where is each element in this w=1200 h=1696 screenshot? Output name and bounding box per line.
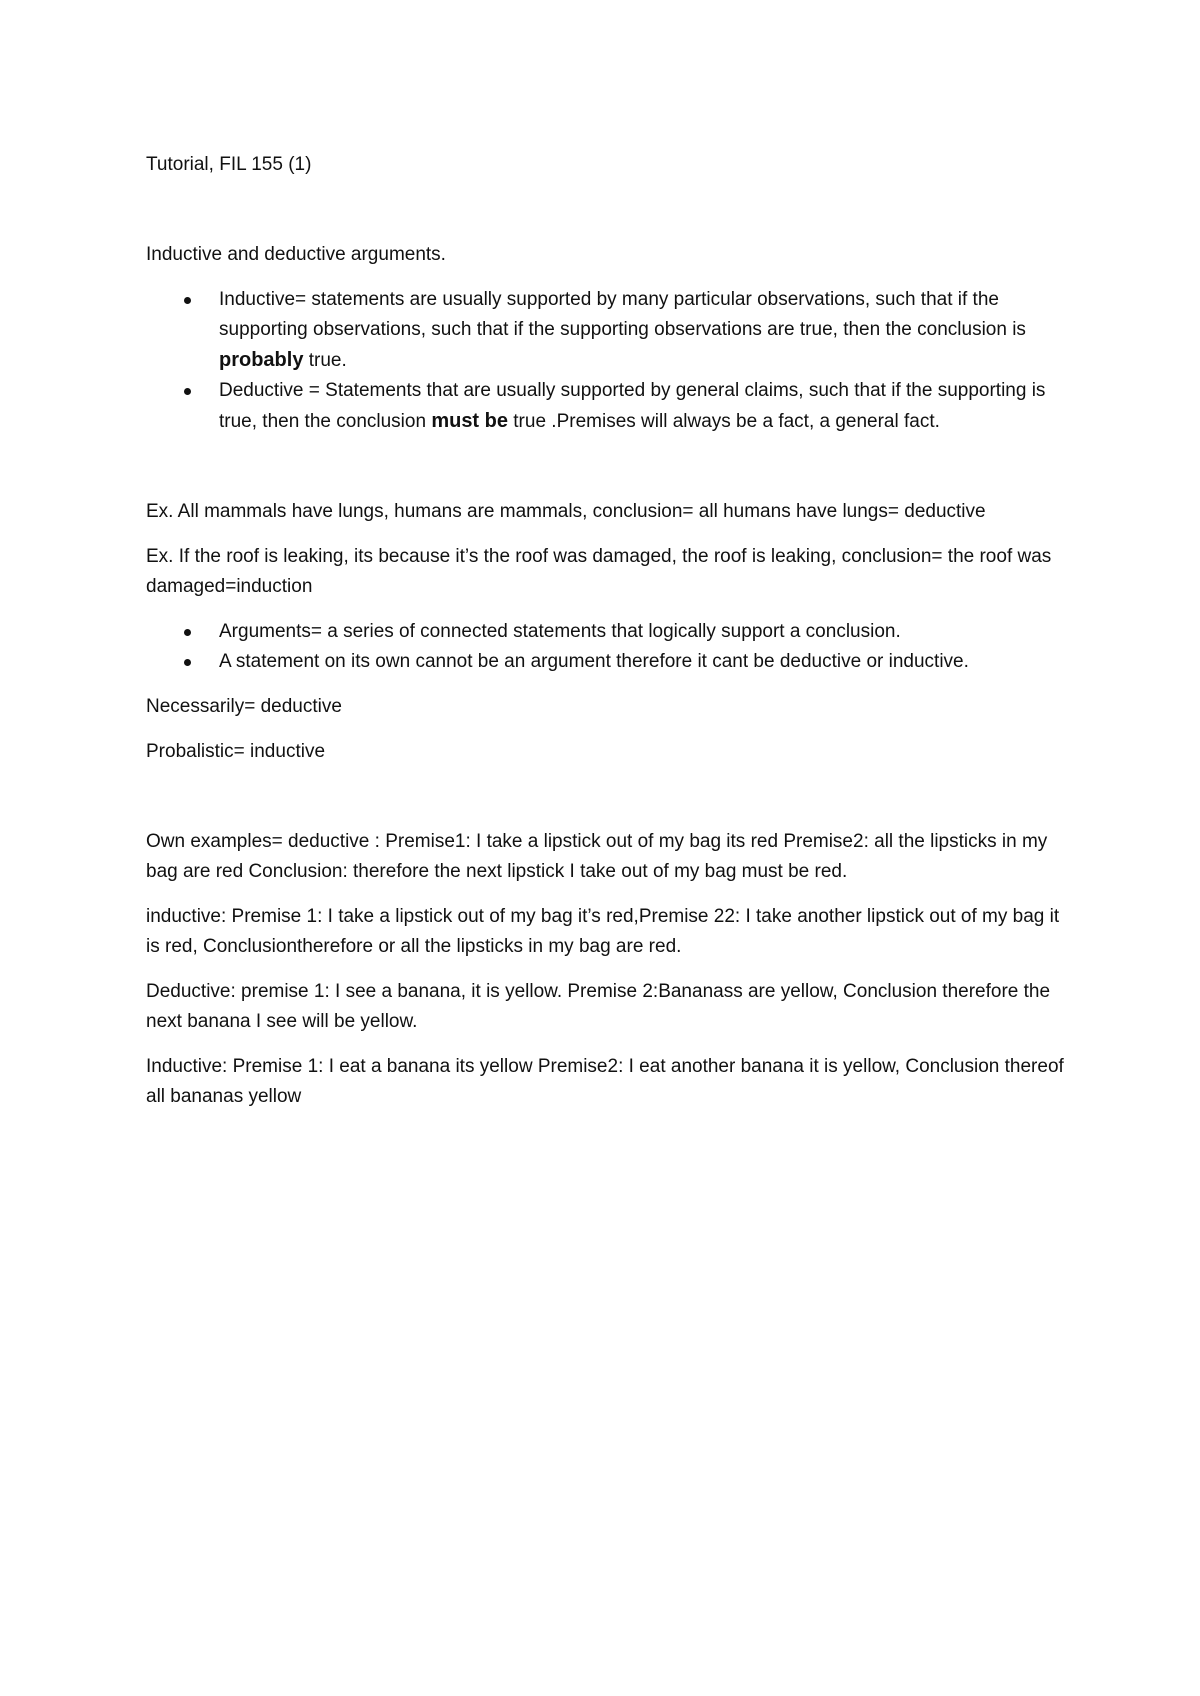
own-example: Deductive: premise 1: I see a banana, it is yellow. Premise 2:Bananass are yellow, Conclusion therefore the next banana I see will be yellow. bbox=[146, 981, 1051, 1032]
own-example: Own examples= deductive : Premise1: I take a lipstick out of my bag its red Premise2: all the lipsticks in my bag are red Conclusion: therefore the next lipstick I take out of my bag must be red. bbox=[146, 831, 1048, 882]
emphasis-text: probably bbox=[219, 349, 304, 371]
own-example: Inductive: Premise 1: I eat a banana its yellow Premise2: I eat another banana it is yellow, Conclusion thereof all bananas yellow bbox=[146, 1056, 1064, 1107]
section-heading: Inductive and deductive arguments. bbox=[146, 244, 446, 265]
definition-item-deductive bbox=[146, 376, 1066, 437]
necessarily-line: Necessarily= deductive bbox=[146, 696, 342, 717]
own-example: inductive: Premise 1: I take a lipstick out of my bag it’s red,Premise 22: I take another lipstick out of my bag it is red, Conclusiontherefore or all the lipsticks in my bag are red. bbox=[146, 906, 1060, 957]
definition-text: Deductive = Statements that are usually supported by general claims, such that if the supporting is true, then the conclusion bbox=[219, 380, 1046, 432]
definition-list bbox=[146, 285, 1066, 437]
argument-text: Arguments= a series of connected statements that logically support a conclusion. bbox=[219, 621, 901, 642]
bullet-icon bbox=[184, 629, 191, 636]
definition-text: true. bbox=[303, 350, 347, 371]
definition-text: Inductive= statements are usually supported by many particular observations, such that if the supporting observations, such that if the supporting observations are true, then the conclusion is bbox=[219, 289, 1026, 340]
spacer bbox=[146, 782, 1066, 827]
example-deductive: Ex. All mammals have lungs, humans are mammals, conclusion= all humans have lungs= deductive bbox=[146, 501, 986, 522]
probalistic-line: Probalistic= inductive bbox=[146, 741, 326, 762]
definition-text: true .Premises will always be a fact, a general fact. bbox=[508, 411, 940, 432]
bullet-icon bbox=[184, 659, 191, 666]
emphasis-text: must be bbox=[431, 410, 508, 432]
bullet-icon bbox=[184, 297, 191, 304]
argument-list bbox=[146, 617, 1066, 677]
example-inductive: Ex. If the roof is leaking, its because it’s the roof was damaged, the roof is leaking, conclusion= the roof was damaged=induction bbox=[146, 546, 1052, 597]
argument-item bbox=[146, 647, 1066, 677]
definition-item-inductive bbox=[146, 285, 1066, 376]
argument-item bbox=[146, 617, 1066, 647]
document-title: Tutorial, FIL 155 (1) bbox=[146, 154, 312, 175]
bullet-icon bbox=[184, 388, 191, 395]
spacer bbox=[146, 452, 1066, 497]
document-body bbox=[146, 150, 1066, 1127]
argument-text: A statement on its own cannot be an argument therefore it cant be deductive or inductive. bbox=[219, 651, 969, 672]
